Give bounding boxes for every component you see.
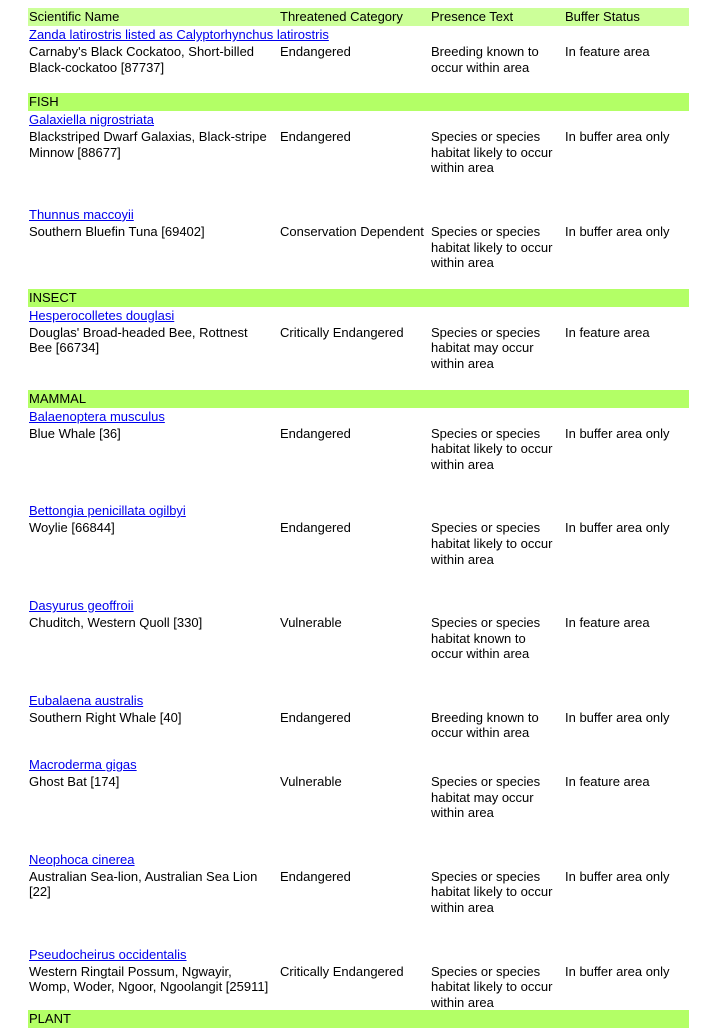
scientific-name-row (28, 502, 689, 520)
table-body (28, 26, 689, 1028)
common-name: Southern Right Whale [40] (29, 709, 182, 725)
buffer-status: In buffer area only (565, 425, 670, 441)
scientific-name-link[interactable]: Balaenoptera musculus (29, 408, 165, 424)
scientific-name-cell (28, 597, 689, 615)
buffer-status: In buffer area only (565, 709, 670, 725)
row-spacer (28, 916, 689, 946)
species-detail-row (28, 325, 689, 372)
presence-text: Species or species habitat likely to occur within area (431, 223, 553, 271)
group-header-row (28, 289, 689, 307)
presence-text: Species or species habitat likely to occur within area (431, 129, 553, 176)
common-name: Blackstriped Dwarf Galaxias, Black-stripe Minnow [88677] (29, 129, 267, 160)
scientific-name-row (28, 851, 689, 869)
threatened-category: Endangered (280, 425, 351, 441)
scientific-name-cell (28, 307, 689, 325)
scientific-name-row (28, 408, 689, 426)
scientific-name-link[interactable]: Macroderma gigas (29, 757, 137, 773)
row-spacer (28, 821, 689, 851)
species-detail-row (28, 224, 689, 271)
scientific-name-row (28, 206, 689, 224)
presence-text: Species or species habitat may occur within area (431, 324, 541, 371)
species-detail-row (28, 964, 689, 1011)
common-name: Ghost Bat [174] (29, 774, 120, 790)
threatened-category: Critically Endangered (280, 963, 404, 979)
presence-text: Species or species habitat likely to occur within area (431, 520, 553, 567)
species-table (28, 8, 689, 1028)
threatened-category: Endangered (280, 129, 351, 145)
scientific-name-row (28, 756, 689, 774)
scientific-name-cell (28, 756, 689, 774)
group-header-row (28, 93, 689, 111)
row-spacer (28, 472, 689, 502)
table-header-row (28, 8, 689, 26)
common-name: Chuditch, Western Quoll [330] (29, 615, 203, 631)
group-header-row (28, 390, 689, 408)
common-name: Woylie [66844] (29, 520, 115, 536)
scientific-name-row (28, 946, 689, 964)
species-detail-row (28, 520, 689, 567)
scientific-name-link[interactable]: Dasyurus geoffroii (29, 598, 134, 614)
presence-text: Species or species habitat may occur within area (431, 774, 541, 821)
buffer-status: In buffer area only (565, 868, 670, 884)
group-header-row (28, 1010, 689, 1028)
common-name: Southern Bluefin Tuna [69402] (29, 223, 205, 239)
scientific-name-cell (28, 26, 689, 44)
scientific-name-row (28, 597, 689, 615)
common-name: Douglas' Broad-headed Bee, Rottnest Bee [66734] (29, 324, 248, 356)
scientific-name-cell (28, 946, 689, 964)
scientific-name-link[interactable]: Bettongia penicillata ogilbyi (29, 503, 186, 519)
row-spacer (28, 741, 689, 756)
threatened-category: Critically Endangered (280, 324, 404, 340)
scientific-name-link[interactable]: Neophoca cinerea (29, 851, 135, 867)
header-buffer-status: Buffer Status (564, 8, 689, 26)
species-detail-row (28, 869, 689, 916)
row-spacer (28, 271, 689, 289)
scientific-name-row (28, 307, 689, 325)
scientific-name-cell (28, 206, 689, 224)
buffer-status: In feature area (565, 324, 650, 340)
common-name: Western Ringtail Possum, Ngwayir, Womp, Woder, Ngoor, Ngoolangit [25911] (29, 963, 269, 995)
scientific-name-link[interactable]: Pseudocheirus occidentalis (29, 946, 187, 962)
threatened-category: Endangered (280, 868, 351, 884)
presence-text: Breeding known to occur within area (431, 44, 539, 75)
threatened-category: Endangered (280, 44, 351, 59)
presence-text: Species or species habitat likely to occur within area (431, 963, 553, 1010)
common-name: Blue Whale [36] (29, 425, 121, 441)
row-spacer (28, 75, 689, 93)
species-detail-row (28, 44, 689, 75)
header-threatened-category: Threatened Category (279, 8, 430, 26)
threatened-category: Vulnerable (280, 774, 342, 790)
presence-text: Species or species habitat likely to occur within area (431, 868, 553, 916)
group-label: MAMMAL (28, 390, 689, 408)
group-label: INSECT (28, 289, 689, 307)
presence-text: Species or species habitat likely to occur within area (431, 425, 553, 472)
group-label: FISH (28, 93, 689, 111)
row-spacer (28, 662, 689, 692)
scientific-name-link[interactable]: Galaxiella nigrostriata (29, 112, 155, 128)
species-detail-row (28, 615, 689, 662)
threatened-category: Vulnerable (280, 615, 342, 631)
scientific-name-link[interactable]: Thunnus maccoyii (29, 206, 134, 222)
species-detail-row (28, 426, 689, 473)
scientific-name-link[interactable]: Hesperocolletes douglasi (29, 307, 175, 323)
row-spacer (28, 372, 689, 390)
buffer-status: In buffer area only (565, 520, 670, 536)
common-name: Australian Sea-lion, Australian Sea Lion [22] (29, 868, 258, 900)
presence-text: Species or species habitat known to occur within area (431, 615, 541, 662)
header-scientific-name: Scientific Name (28, 8, 279, 26)
group-label: PLANT (28, 1010, 689, 1028)
scientific-name-row (28, 692, 689, 710)
buffer-status: In buffer area only (565, 963, 670, 979)
header-presence-text: Presence Text (430, 8, 564, 26)
scientific-name-link[interactable]: Zanda latirostris listed as Calyptorhynchus latirostris (29, 27, 329, 42)
buffer-status: In buffer area only (565, 129, 670, 145)
buffer-status: In feature area (565, 44, 650, 59)
row-spacer (28, 567, 689, 597)
common-name: Carnaby's Black Cockatoo, Short-billed Black-cockatoo [87737] (29, 44, 255, 75)
scientific-name-cell (28, 502, 689, 520)
threatened-category: Endangered (280, 520, 351, 536)
species-detail-row (28, 710, 689, 741)
buffer-status: In buffer area only (565, 223, 670, 239)
presence-text: Breeding known to occur within area (431, 709, 539, 741)
scientific-name-row (28, 26, 689, 44)
scientific-name-cell (28, 851, 689, 869)
row-spacer (28, 176, 689, 206)
scientific-name-cell (28, 111, 689, 129)
species-detail-row (28, 774, 689, 821)
buffer-status: In feature area (565, 774, 650, 790)
scientific-name-cell (28, 408, 689, 426)
threatened-category: Endangered (280, 709, 351, 725)
buffer-status: In feature area (565, 615, 650, 631)
scientific-name-row (28, 111, 689, 129)
threatened-category: Conservation Dependent (280, 223, 424, 239)
species-detail-row (28, 129, 689, 176)
scientific-name-cell (28, 692, 689, 710)
scientific-name-link[interactable]: Eubalaena australis (29, 692, 144, 708)
